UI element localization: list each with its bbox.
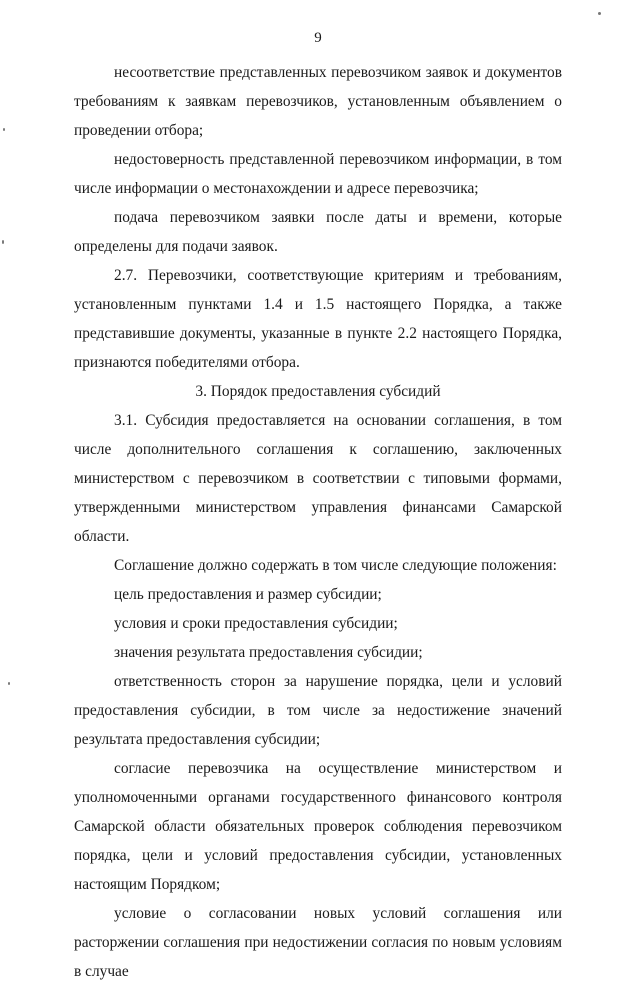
- list-item-consent: согласие перевозчика на осуществление министерством и уполномоченными органами государственного финансового контроля Самарской области обязательных проверок соблюдения перевозчиком порядка, цели и условий предоставления субсидии, установленных настоящим Порядком;: [74, 760, 562, 893]
- scan-speck: [3, 128, 5, 131]
- scan-speck: [8, 682, 10, 685]
- page-number: 9: [314, 30, 322, 46]
- document-body: [74, 58, 562, 986]
- list-item-responsibility: ответственность сторон за нарушение порядка, цели и условий предоставления субсидии, в том числе за недостижение значений результата предоставления субсидии;: [74, 673, 562, 748]
- paragraph-unreliable-info: недостоверность представленной перевозчиком информации, в том числе информации о местонахождении и адресе перевозчика;: [74, 151, 562, 197]
- list-item-new-conditions: условие о согласовании новых условий соглашения или расторжении соглашения при недостижении согласия по новым условиям в случае: [74, 905, 562, 980]
- paragraph-mismatch-requirements: несоответствие представленных перевозчиком заявок и документов требованиям к заявкам перевозчиков, установленным объявлением о проведении отбора;: [74, 64, 562, 139]
- scan-speck: [598, 12, 601, 15]
- paragraph-late-submission: подача перевозчиком заявки после даты и времени, которые определены для подачи заявок.: [74, 209, 562, 255]
- list-item-result-values: значения результата предоставления субсидии;: [114, 644, 423, 661]
- paragraph-2-7: 2.7. Перевозчики, соответствующие критериям и требованиям, установленным пунктами 1.4 и 1.5 настоящего Порядка, а также представившие документы, указанные в пункте 2.2 настоящего Порядка, признаются победителями отбора.: [74, 267, 562, 371]
- scan-speck: [2, 240, 4, 244]
- paragraph-agreement-provisions: Соглашение должно содержать в том числе следующие положения:: [114, 557, 557, 574]
- list-item-terms: условия и сроки предоставления субсидии;: [114, 615, 398, 632]
- list-item-purpose: цель предоставления и размер субсидии;: [114, 586, 382, 603]
- section-heading-3: 3. Порядок предоставления субсидий: [195, 383, 441, 400]
- paragraph-3-1: 3.1. Субсидия предоставляется на основании соглашения, в том числе дополнительного соглашения к соглашению, заключенных министерством с перевозчиком в соответствии с типовыми формами, утвержденными министерством управления финансами Самарской области.: [74, 412, 562, 545]
